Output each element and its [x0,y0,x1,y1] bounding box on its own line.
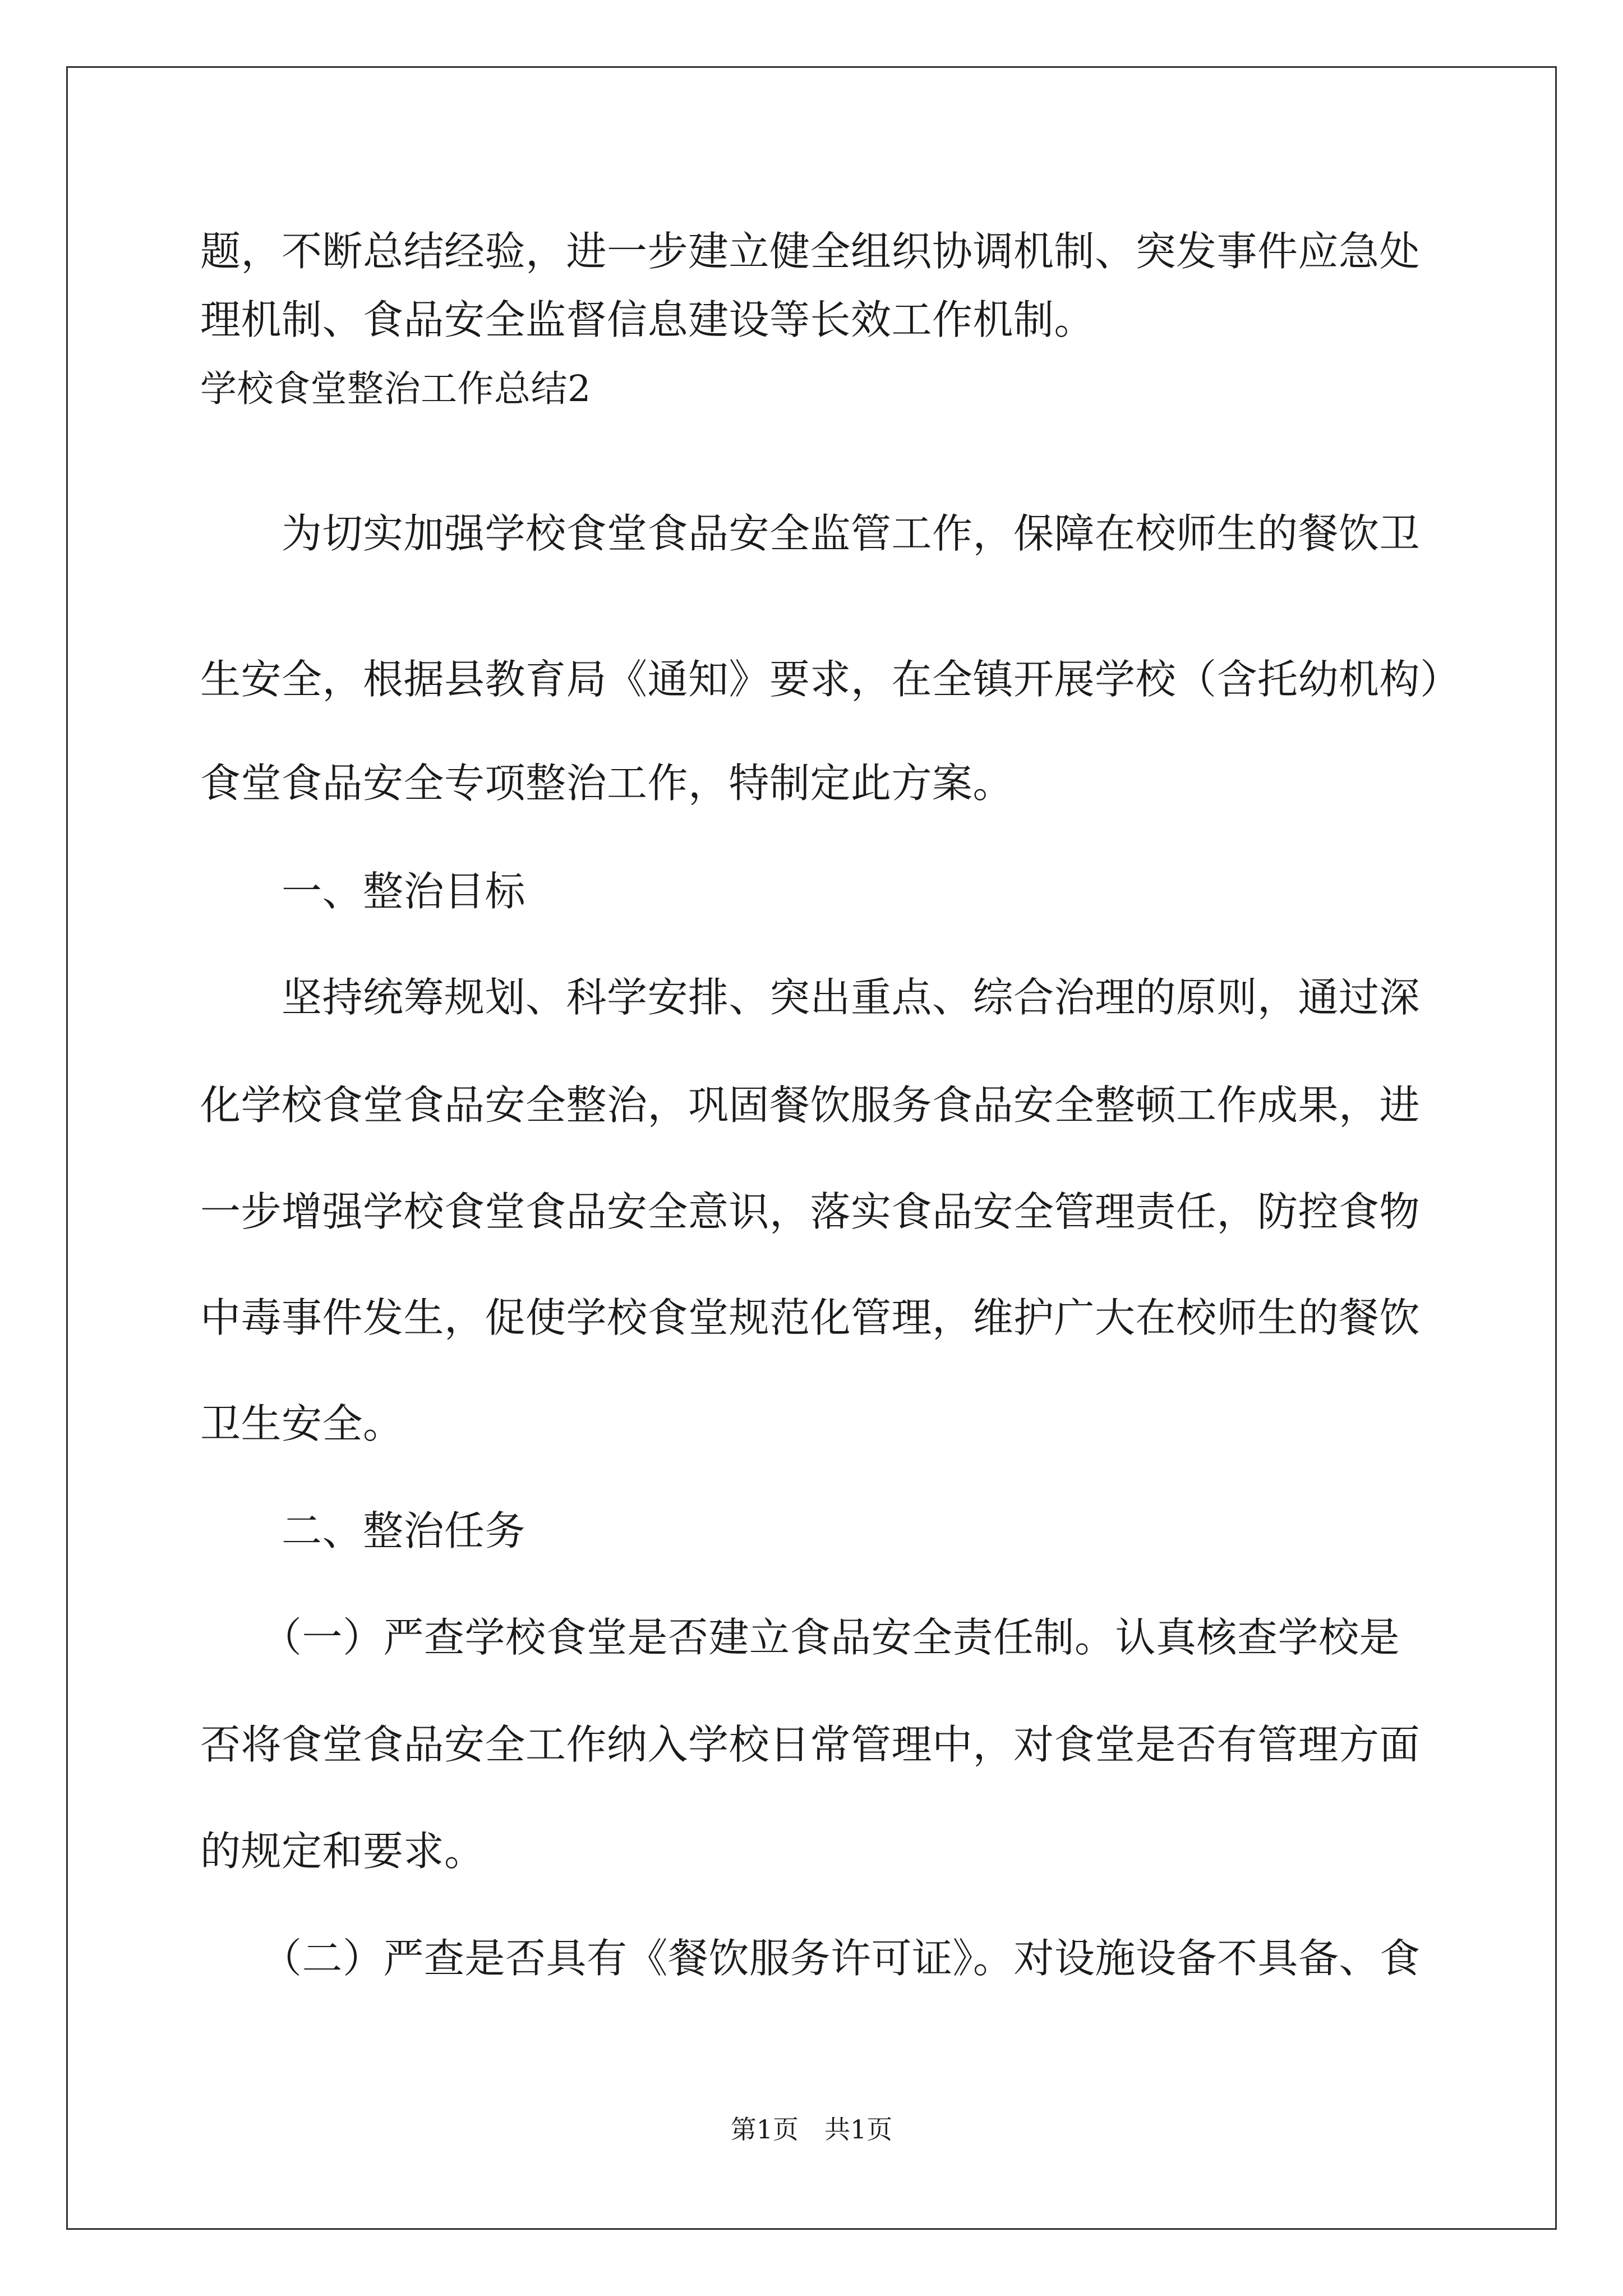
body-text-line: 化学校食堂食品安全整治，巩固餐饮服务食品安全整顿工作成果，进 [200,1082,1421,1129]
body-text-line: 题，不断总结经验，进一步建立健全组织协调机制、突发事件应急处 [200,228,1421,275]
body-text-line: （二）严查是否具有《餐饮服务许可证》。对设施设备不具备、食 [200,1935,1421,1982]
body-text-line: 一步增强学校食堂食品安全意识，落实食品安全管理责任，防控食物 [200,1188,1421,1235]
body-text-line: 为切实加强学校食堂食品安全监管工作，保障在校师生的餐饮卫 [200,510,1421,557]
body-text-line: 卫生安全。 [200,1400,404,1447]
body-text-line: 否将食堂食品安全工作纳入学校日常管理中，对食堂是否有管理方面 [200,1721,1421,1768]
body-text-line: 理机制、食品安全监督信息建设等长效工作机制。 [200,296,1095,343]
body-text-line: 中毒事件发生，促使学校食堂规范化管理，维护广大在校师生的餐饮 [200,1294,1421,1341]
body-text-line: 生安全，根据县教育局《通知》要求，在全镇开展学校（含托幼机构） [200,656,1461,703]
body-text-line: 一、整治目标 [200,868,526,915]
body-text-line: 的规定和要求。 [200,1828,485,1875]
body-text-line: （一）严查学校食堂是否建立食品安全责任制。认真核查学校是 [200,1614,1400,1661]
body-text-line: 食堂食品安全专项整治工作，特制定此方案。 [200,760,1014,807]
section-heading: 学校食堂整治工作总结2 [200,368,591,410]
body-text-line: 二、整治任务 [200,1507,526,1554]
page-footer: 第1页 共1页 [730,2114,893,2145]
body-text-line: 坚持统筹规划、科学安排、突出重点、综合治理的原则，通过深 [200,974,1421,1021]
